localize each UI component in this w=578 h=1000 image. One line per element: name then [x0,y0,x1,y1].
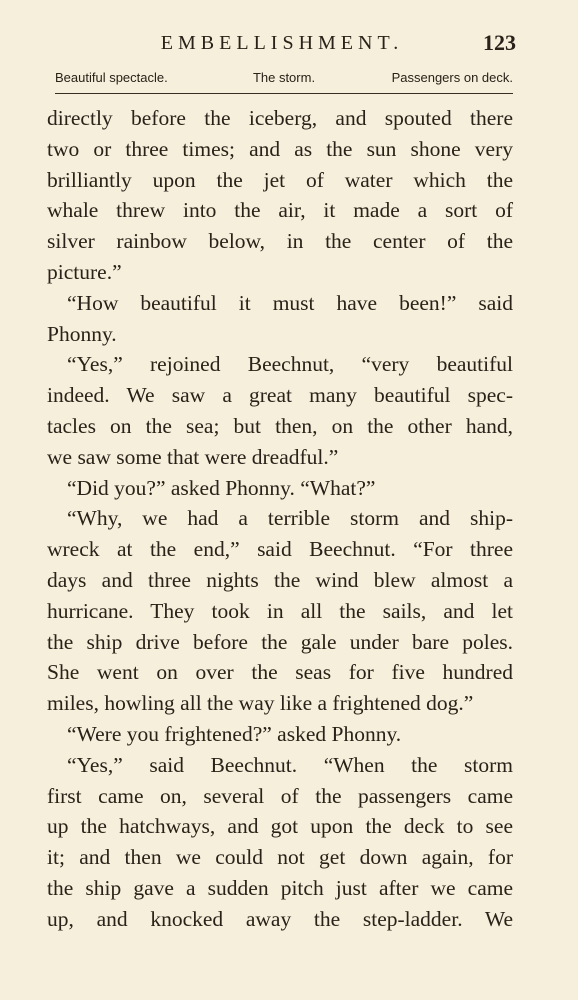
text-line: it; and then we could not get down again, for [47,845,513,870]
text-line: “Were you frightened?” asked Phonny. [67,721,402,746]
header-rule [55,93,513,94]
text-line: miles, howling all the way like a frightened dog.” [47,691,474,716]
text-line: whale threw into the air, it made a sort of [47,198,513,223]
text-line: “Did you?” asked Phonny. “What?” [67,475,376,500]
text-line: wreck at the end,” said Beechnut. “For three [47,537,513,562]
text-line: first came on, several of the passengers came [47,783,513,808]
topic-beautiful-spectacle: Beautiful spectacle. [55,70,168,85]
topic-line [55,70,513,88]
text-line: Phonny. [47,321,117,346]
text-line: “Yes,” said Beechnut. “When the storm [67,752,513,777]
text-line: hurricane. They took in all the sails, and let [47,598,513,623]
text-line: brilliantly upon the jet of water which the [47,167,513,192]
text-line: the ship drive before the gale under bare poles. [47,629,513,654]
text-line: silver rainbow below, in the center of the [47,229,513,254]
text-line: indeed. We saw a great many beautiful spec- [47,383,513,408]
text-line: we saw some that were dreadful.” [47,444,339,469]
text-line: “Why, we had a terrible storm and ship- [67,506,513,531]
text-line: She went on over the seas for five hundred [47,660,513,685]
running-head [48,30,516,60]
text-line: up, and knocked away the step-ladder. We [47,906,513,931]
text-line: up the hatchways, and got upon the deck to see [47,814,513,839]
topic-passengers-on-deck: Passengers on deck. [391,70,513,85]
text-line: directly before the iceberg, and spouted there [47,106,513,130]
text-line: picture.” [47,259,122,284]
body-text [47,103,513,935]
text-line: two or three times; and as the sun shone very [47,136,513,161]
text-line: days and three nights the wind blew almost a [47,567,513,592]
page-number: 123 [483,30,516,55]
text-line: tacles on the sea; but then, on the other hand, [47,413,513,438]
text-line: “Yes,” rejoined Beechnut, “very beautiful [67,352,513,377]
text-line: “How beautiful it must have been!” said [67,290,513,315]
text-line: the ship gave a sudden pitch just after we came [47,875,513,900]
chapter-title: EMBELLISHMENT. [160,32,404,54]
topic-the-storm: The storm. [252,70,316,85]
